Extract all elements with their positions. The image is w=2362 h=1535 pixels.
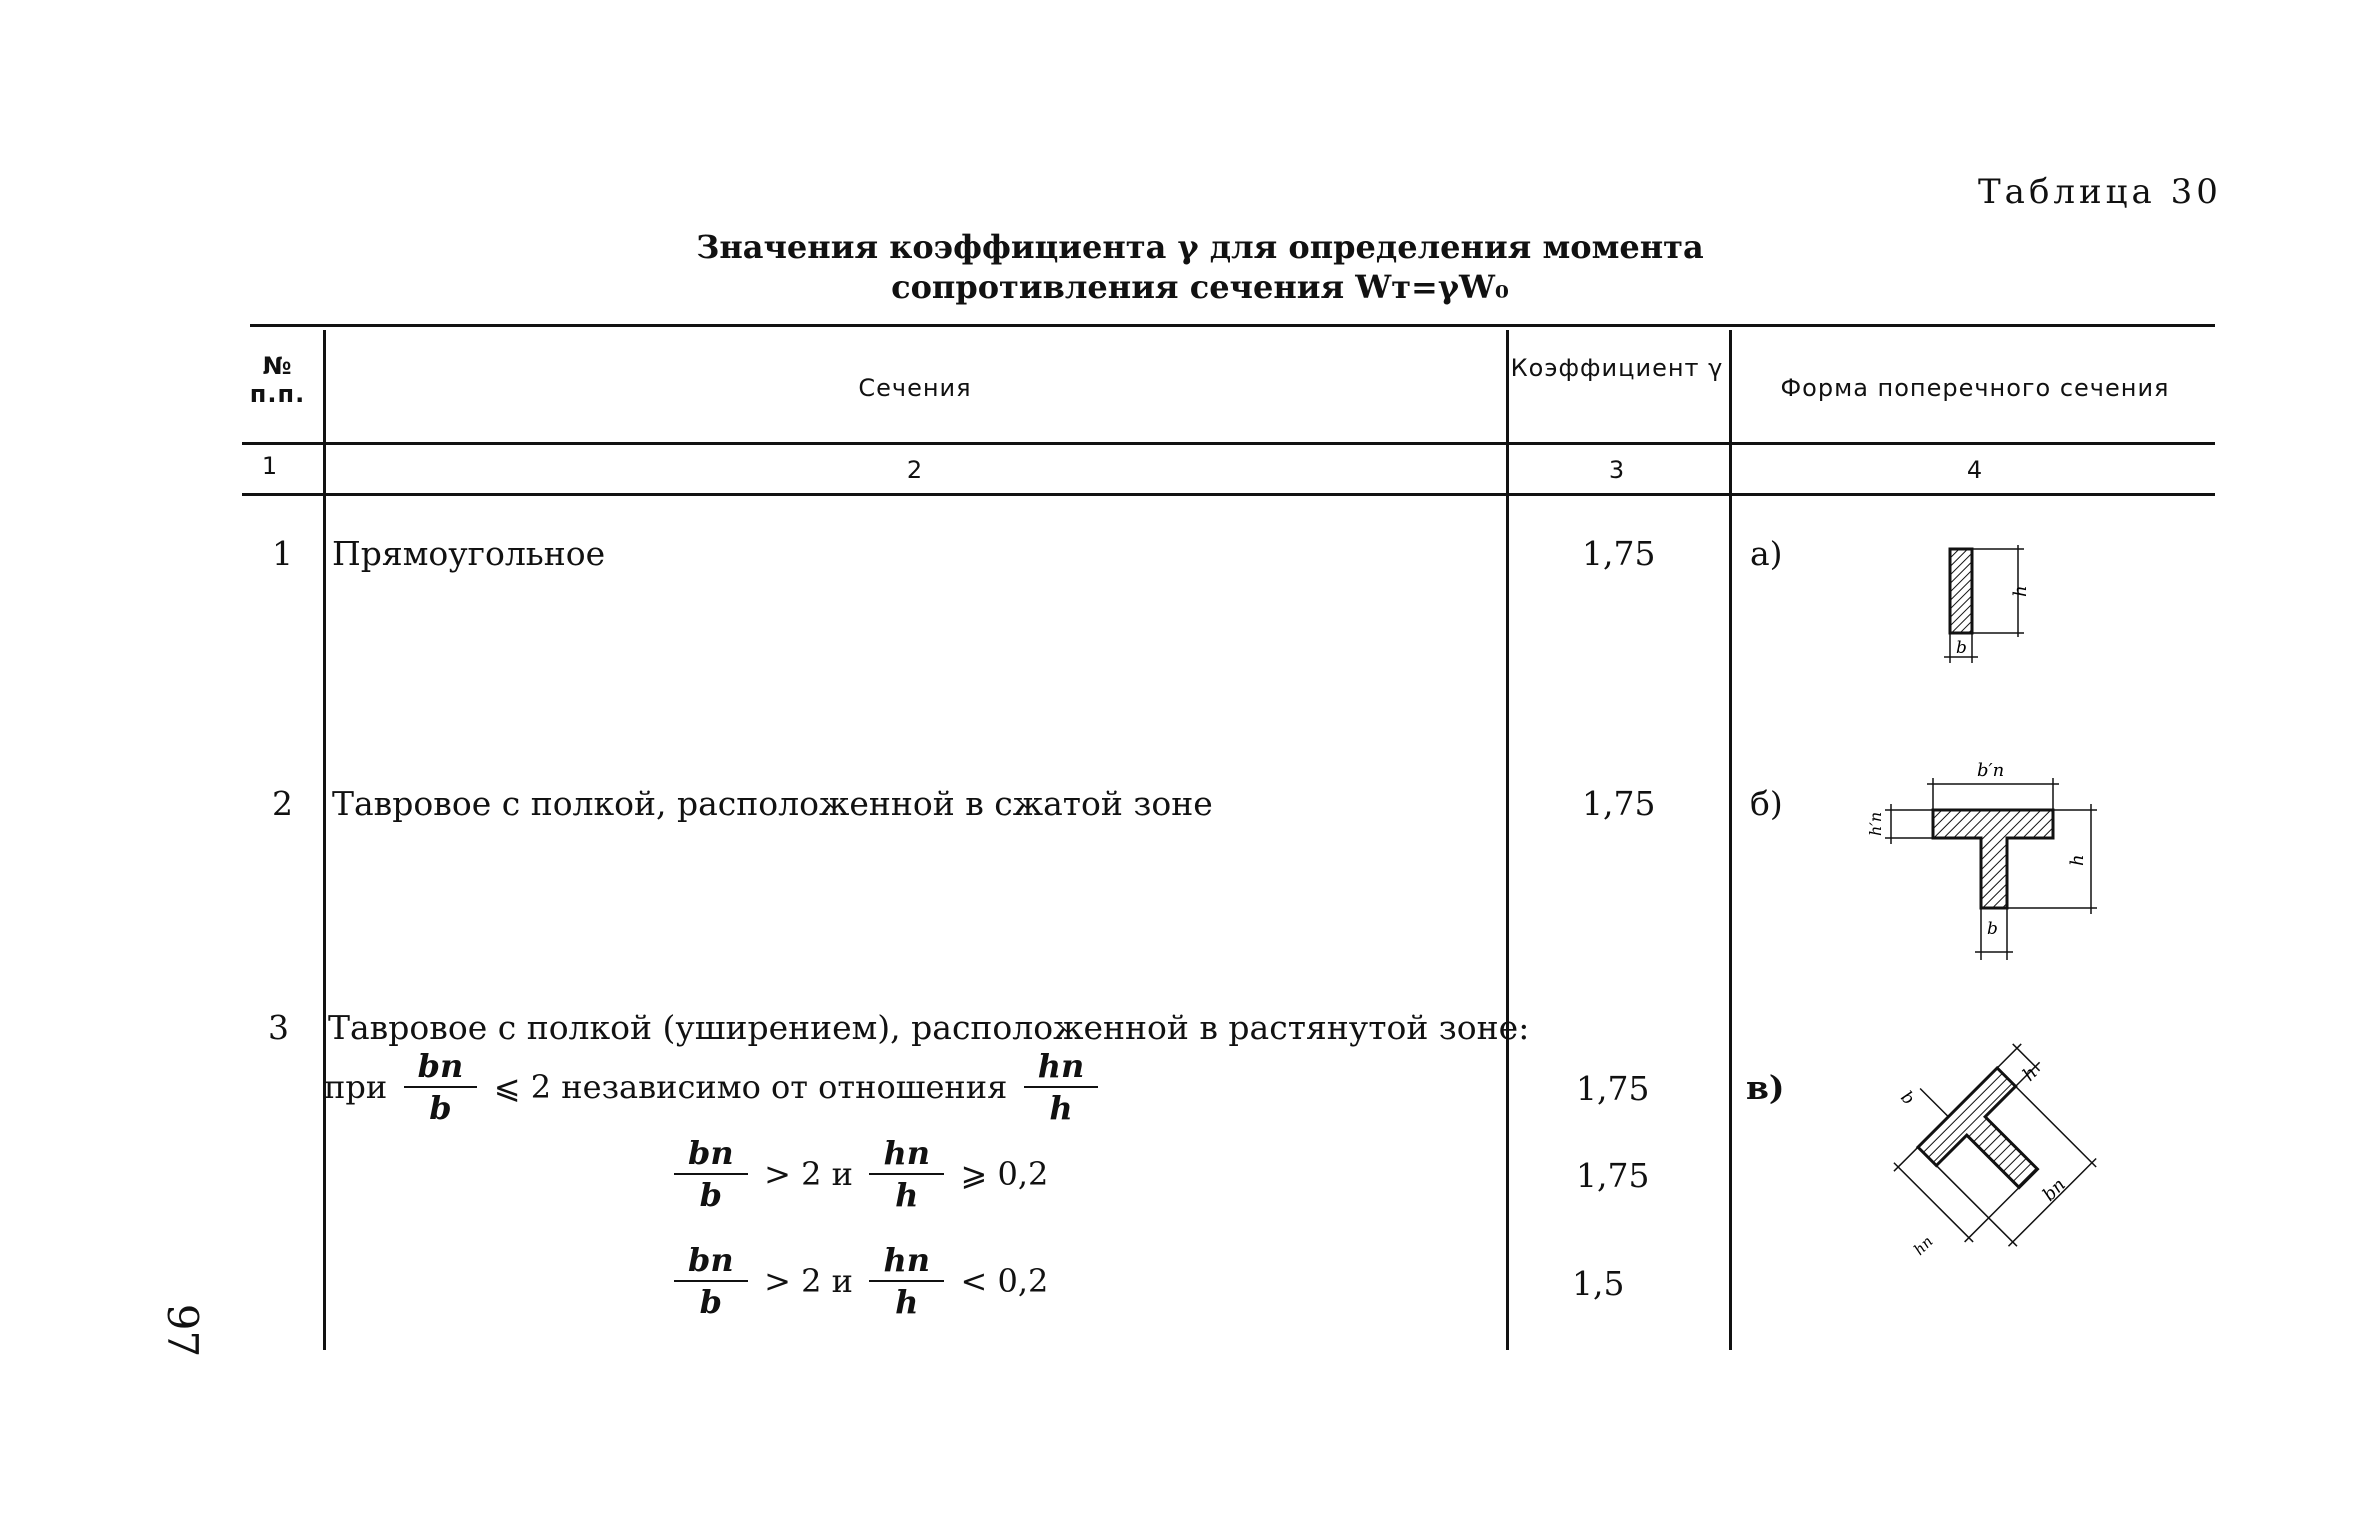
cond1-fraction-bn-b — [404, 1046, 478, 1128]
tee2-hn-label: hп — [1910, 1232, 1937, 1259]
colnum-bottom-rule — [242, 493, 2215, 496]
cond1-prefix: при — [324, 1068, 388, 1106]
header-bottom-rule — [242, 442, 2215, 445]
row-3-condition-2 — [668, 1133, 1048, 1215]
tee1-b-label: b — [1987, 919, 1998, 939]
colnum-3: 3 — [1608, 456, 1626, 484]
cond1-relation: ⩽ 2 независимо от отношения — [493, 1068, 1008, 1106]
tee1-h-label: h — [2067, 854, 2088, 866]
tee1-bn-label: b′п — [1977, 760, 2005, 781]
row-2-name: Тавровое с полкой, расположенной в сжатой зоне — [332, 784, 1213, 823]
row-2-num: 2 — [272, 784, 293, 823]
cond2-fraction-hn-h — [869, 1133, 944, 1215]
colnum-1: 1 — [261, 452, 279, 480]
cond1-coef: 1,75 — [1576, 1069, 1650, 1108]
cond2-frac-den: b — [699, 1176, 722, 1214]
row-3-num: 3 — [268, 1008, 289, 1047]
table-top-rule — [250, 324, 2215, 327]
cond3-fraction-bn-b — [674, 1240, 748, 1322]
tee-tension-flange-figure — [1880, 1020, 2120, 1280]
cond2-frac2-den: h — [895, 1176, 919, 1214]
cond3-frac2-num: hп — [869, 1240, 944, 1282]
cond3-relation: > 2 и — [764, 1262, 853, 1300]
row-1-coef: 1,75 — [1582, 534, 1656, 573]
row-1-shape-letter: а) — [1750, 534, 1783, 573]
tee2-bn-label: bп — [2038, 1174, 2070, 1206]
cond1-frac-den: b — [429, 1089, 452, 1127]
cond2-coef: 1,75 — [1576, 1156, 1650, 1195]
header-coef: Коэффициент γ — [1510, 354, 1724, 382]
cond2-frac2-num: hп — [869, 1133, 944, 1175]
table-title-line-1: Значения коэффициента γ для определения момента — [696, 228, 1704, 266]
cond3-coef: 1,5 — [1572, 1264, 1625, 1303]
tee2-h-label: h — [2018, 1062, 2042, 1086]
row-3-name: Тавровое с полкой (уширением), расположенной в растянутой зоне: — [328, 1008, 1530, 1047]
table-title-line-2: сопротивления сечения Wт=γW₀ — [891, 268, 1509, 306]
header-num: № п.п. — [249, 352, 306, 408]
row-2-shape-letter: б) — [1750, 784, 1783, 823]
rectangle-section-figure — [1930, 535, 2050, 670]
cond2-fraction-bn-b — [674, 1133, 748, 1215]
cond3-relation-2: < 0,2 — [960, 1262, 1049, 1300]
cond2-relation: > 2 и — [764, 1155, 853, 1193]
tee-compressed-flange-figure — [1845, 738, 2115, 970]
cond3-frac-num: bп — [674, 1240, 748, 1282]
row-1-name: Прямоугольное — [332, 534, 606, 573]
row-1-num: 1 — [272, 534, 293, 573]
colnum-4: 4 — [1966, 456, 1984, 484]
row-3-condition-3 — [668, 1240, 1048, 1322]
col-divider-3 — [1729, 330, 1732, 1350]
rect-b-label: b — [1956, 638, 1967, 658]
cond2-frac-num: bп — [674, 1133, 748, 1175]
page-number: 97 — [158, 1303, 208, 1358]
cond1-frac2-den: h — [1049, 1089, 1073, 1127]
header-shape: Форма поперечного сечения — [1780, 374, 2170, 402]
tee1-hn-label: h′п — [1866, 811, 1885, 836]
rect-h-label: h — [2010, 585, 2031, 597]
cond1-fraction-hn-h — [1024, 1046, 1099, 1128]
row-3-condition-1 — [324, 1046, 1104, 1128]
tee2-b-label: b — [1896, 1087, 1919, 1110]
header-section: Сечения — [858, 374, 972, 402]
cond1-frac2-num: hп — [1024, 1046, 1099, 1088]
cond1-frac-num: bп — [404, 1046, 478, 1088]
cond3-frac-den: b — [699, 1283, 722, 1321]
row-3-shape-letter: в) — [1746, 1068, 1785, 1107]
col-divider-1 — [323, 330, 326, 1350]
cond3-frac2-den: h — [895, 1283, 919, 1321]
row-2-coef: 1,75 — [1582, 784, 1656, 823]
table-label: Таблица 30 — [1978, 172, 2222, 212]
cond2-relation-2: ⩾ 0,2 — [960, 1155, 1049, 1193]
colnum-2: 2 — [906, 456, 924, 484]
cond3-fraction-hn-h — [869, 1240, 944, 1322]
